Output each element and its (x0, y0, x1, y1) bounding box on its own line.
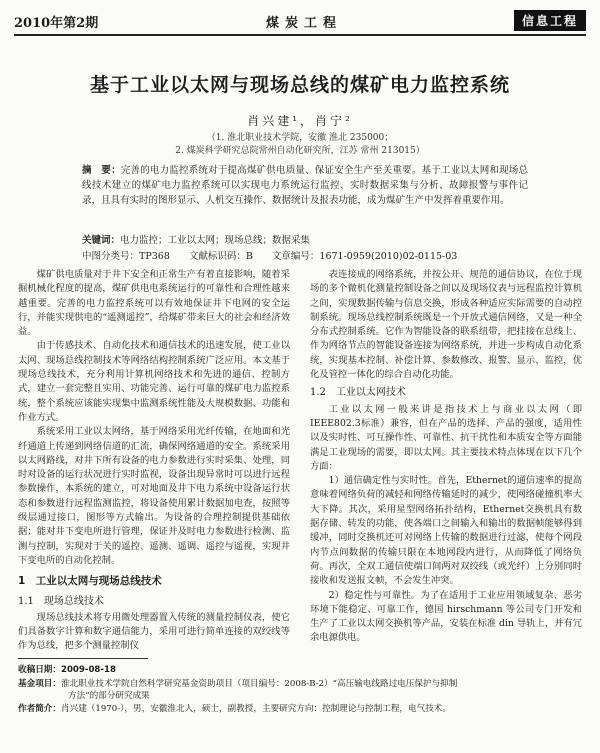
fund-label: 基金项目： (18, 679, 61, 689)
paragraph: 1）通信确定性与实时性。首先，Ethernet的通信速率的提高意味着网络负荷的减轻和网络传输延时的减少，使网络碰撞机率大大下降。其次，采用星型网络拓扑结构，Ethernet交换机具有数据存储、转发的功能，使各端口之间输入和输出的数据帧能够得到缓冲，同时交换机还可对网络上传输的数据进行过滤，使每个网段内节点间数据的传输只限在本地网段内进行，从而降低了网络负荷。再次，全双工通信使端口间两对双绞线（或光纤）上分别同时接收和发送报文帧，不会发生冲突。 (310, 475, 582, 587)
running-header (14, 8, 586, 32)
abstract (82, 163, 528, 208)
left-column (18, 268, 290, 654)
paragraph: 2）稳定性与可靠性。为了在适用于工业应用领域复杂、恶劣环境下能稳定、可靠工作，德国 hirschmann 等公司专门开发和生产了工业以太网交换机等产品，安装在标准 din 导轨上，并有冗余电源供电。 (310, 589, 582, 644)
fund-text: 淮北职业技术学院自然科学研究基金资助项目（项目编号：2008-B-2）“高压输电线路过电压保护与抑制 (60, 679, 458, 689)
header-rule (14, 34, 586, 36)
paragraph: 现场总线技术将专用微处理器置入传统的测量控制仪表，使它们具备数字计算和数字通信能力，采用可进行简单连接的双绞线等作为总线，把多个测量控制仪 (18, 611, 290, 652)
paragraph: 表连接成的网络系统，并按公开、规范的通信协议，在位于现场的多个微机化测量控制设备之间以及现场仪表与远程监控计算机之间，实现数据传输与信息交换，形成各种适应实际需要的自动控制系统。现场总线控制系统既是一个开放式通信网络，又是一种全分布式控制系统。它作为智能设备的联系纽带，把挂接在总线上、作为网络节点的智能设备连接为网络系统，并进一步构成自动化系统，实现基本控制、补偿计算、参数修改、报警、显示、监控，优化及管控一体化的综合自动化功能。 (310, 269, 582, 381)
subsection-heading-1-2: 1.2 工业以太网技术 (310, 387, 406, 399)
footnote-received (18, 664, 584, 676)
abstract-label: 摘 要： (82, 165, 121, 176)
received-date: 收稿日期：2009-08-18 (18, 665, 116, 675)
affiliation-2: 2. 煤炭科学研究总院常州自动化研究所，江苏 常州 213015） (175, 146, 425, 156)
clc-number: 中图分类号：TP368 (82, 251, 170, 262)
right-column (310, 268, 582, 646)
keywords-text: 电力监控；工业以太网；现场总线；数据采集 (120, 235, 311, 246)
affiliation-1: （1. 淮北职业技术学院，安徽 淮北 235000； (206, 133, 394, 143)
section-badge: 信息工程 (514, 10, 586, 31)
author-bio-text: 肖兴建（1970-），男，安徽淮北人，硕士，副教授，主要研究方向：控制理论与控制工程，电气技术。 (60, 704, 451, 714)
footnote-fund (18, 678, 584, 702)
document-code: 文献标识码：B (188, 251, 253, 262)
author-bio-label: 作者简介： (18, 704, 61, 714)
article-number: 文章编号：1671-0959(2010)02-0115-03 (271, 251, 458, 262)
footnote-author (18, 703, 584, 715)
classification-line (82, 248, 540, 262)
section-heading-1: 1 工业以太网与现场总线技术 (18, 575, 162, 588)
paragraph: 工业以太网一般来讲是指技术上与商业以太网（即IEEE802.3标准）兼容，但在产品的选择、产品的强度，适用性以及实时性、可互操作性、可靠性、抗干扰性和本质安全等方面能满足工业现场的需要，即以太网。其主要技术特点体现在以下几个方面： (310, 403, 582, 472)
paragraph: 煤矿供电质量对于井下安全和正常生产有着直接影响，随着采掘机械化程度的提高，煤矿供电电系统运行的可靠性和合理性越来越重要。完善的电力监控系统可以有效地保证井下电网的安全运行，并能实现供电的“遥测遥控”，给煤矿带来巨大的社会和经济效益。 (18, 269, 290, 338)
journal-name: 煤炭工程 (266, 16, 343, 31)
paper-title: 基于工业以太网与现场总线的煤矿电力监控系统 (89, 74, 510, 96)
issue-label: 2010年第2期 (14, 16, 99, 31)
footnote-rule (18, 658, 148, 659)
keywords (82, 232, 528, 246)
subsection-heading-1-1: 1.1 现场总线技术 (18, 595, 104, 607)
keywords-label: 关键词： (82, 235, 121, 246)
paragraph: 由于传感技术、自动化技术和通信技术的迅速发展，使工业以太网、现场总线控制技术等网络结构控制系统广泛应用。本文基于现场总线技术，充分利用计算机网络技术和先进的通信、控制方式，建立一套完整且实用、功能完善、运行可靠的煤矿电力监控系统，整个系统应该能实现集中监测系统性能及大规模数据、功能和作业方式。 (18, 340, 290, 423)
fund-text-continued: 方法”的部分研究成果 (68, 691, 150, 701)
abstract-text: 完善的电力监控系统对于提高煤矿供电质量、保证安全生产至关重要。基于工业以太网和现场总线技术建立的煤矿电力监控系统可以实现电力系统运行监控、实时数据采集与分析、故障报警与事件记录，且具有实时的图形显示、人机交互操作、数据统计及报表功能，成为煤矿生产中发挥着重要作用。 (82, 165, 528, 206)
author-line: 肖兴建¹，肖宁² (247, 114, 353, 128)
paragraph: 系统采用工业以太网络，基于网络采用光纤传输，在地面和光纤通道上传递到网络信道的汇流，确保网络通道的安全。系统采用以太网路线，对井下所有设备的电力参数进行实时采集、处理，同时对设备的运行状况进行实时监视，设备出现异常时可以进行远程参数操作，本系统的建立，可对地面及井下电力系统中设备运行状态和参数进行远程监测监控，将设备使用累计数据加电查，按照等级层通过接口，图形等方式输出。为设备的合理控制提供基础依据；能对井下变电所进行管理，保证并及时电力参数进行检测、监测与控制，实现对于关的遥控、遥测、遥调、遥控与遥视，实现井下变电所的自动化控制。 (18, 426, 290, 566)
